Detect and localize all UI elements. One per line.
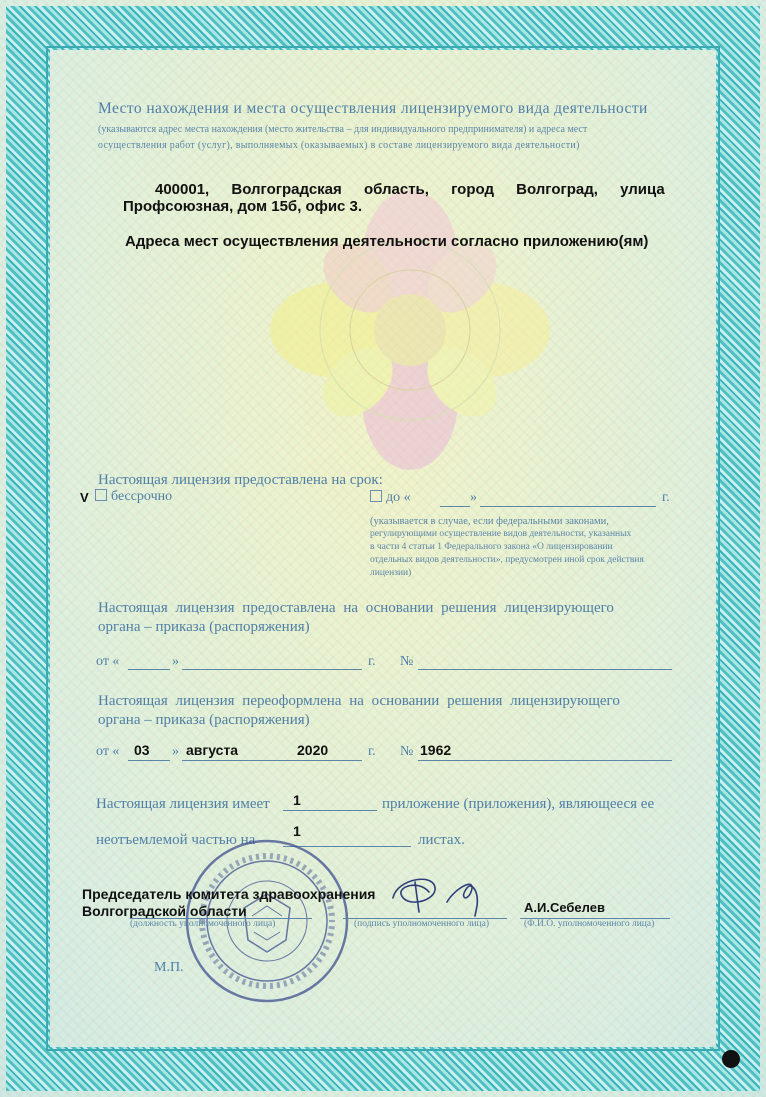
signer-name: А.И.Себелев	[524, 900, 605, 915]
reissued-month: августа	[186, 742, 239, 758]
appendices-prefix: Настоящая лицензия имеет	[96, 796, 270, 812]
until-day-line	[440, 506, 470, 507]
granted-line-2: органа – приказа (распоряжения)	[98, 619, 310, 635]
appendices-count: 1	[293, 792, 301, 808]
reissued-year-suffix: г.	[368, 744, 376, 759]
location-heading: Место нахождения и места осуществления лицензируемого вида деятельности	[98, 100, 648, 117]
granted-day-line	[128, 669, 170, 670]
until-year: г.	[662, 490, 670, 505]
address-line-2: Профсоюзная, дом 15б, офис 3.	[123, 198, 363, 215]
handwritten-signature	[385, 868, 495, 920]
reissued-date-line	[182, 760, 362, 761]
term-note-4: отдельных видов деятельности», предусмотрен иной срок действия	[370, 555, 644, 565]
reissued-from: от «	[96, 744, 120, 759]
granted-date-line	[182, 669, 362, 670]
appendix-note: Адреса мест осуществления деятельности согласно приложению(ям)	[125, 233, 649, 250]
position-caption: (должность уполномоченного лица)	[130, 919, 276, 929]
address-line-1: 400001, Волгоградская область, город Волгоград, улица	[155, 181, 665, 198]
reissued-year-value: 2020	[297, 742, 329, 758]
until-checkbox[interactable]	[370, 490, 382, 502]
reissued-day: 03	[134, 742, 150, 758]
indefinite-checkbox[interactable]	[95, 489, 107, 501]
signer-position-2: Волгоградской области	[82, 903, 247, 919]
term-note-3: в части 4 статьи 1 Федерального закона «О лицензировании	[370, 542, 613, 552]
term-checkmark: V	[80, 490, 89, 505]
reissued-line-2: органа – приказа (распоряжения)	[98, 712, 310, 728]
granted-line-1: Настоящая лицензия предоставлена на основании решения лицензирующего	[98, 600, 614, 616]
location-hint-2: осуществления работ (услуг), выполняемых (оказываемых) в составе лицензируемого вида деятельности)	[98, 140, 580, 151]
signer-position-1: Председатель комитета здравоохранения	[82, 886, 376, 902]
stamp-place-label: М.П.	[154, 960, 184, 975]
granted-number-sign: №	[400, 654, 414, 669]
appendices-sheets: 1	[293, 823, 301, 839]
reissued-quote: »	[172, 744, 179, 759]
punch-hole-mark	[722, 1050, 740, 1068]
granted-year: г.	[368, 654, 376, 669]
reissued-line-1: Настоящая лицензия переоформлена на основании решения лицензирующего	[98, 693, 620, 709]
granted-from: от «	[96, 654, 120, 669]
term-note-1: (указывается в случае, если федеральными законами,	[370, 516, 609, 527]
term-indefinite: бессрочно	[95, 489, 172, 505]
reissued-number: 1962	[420, 742, 452, 758]
granted-quote: »	[172, 654, 179, 669]
term-heading: Настоящая лицензия предоставлена на срок:	[98, 472, 383, 488]
appendices-count-line	[283, 810, 377, 811]
granted-number-line	[418, 669, 672, 670]
term-note-5: лицензии)	[370, 568, 412, 578]
reissued-number-line	[418, 760, 672, 761]
appendices-line2-prefix: неотъемлемой частью на	[96, 832, 256, 848]
signature-caption: (подпись уполномоченного лица)	[354, 919, 490, 929]
reissued-number-sign: №	[400, 744, 414, 759]
guilloche-rosette	[250, 170, 570, 490]
name-caption: (Ф.И.О. уполномоченного лица)	[524, 919, 655, 929]
appendices-suffix: приложение (приложения), являющееся ее	[382, 796, 655, 812]
until-quote: »	[470, 490, 477, 505]
location-hint-1: (указываются адрес места нахождения (место жительства – для индивидуального предпринимателя) и адреса мест	[98, 124, 588, 135]
appendices-line2-suffix: листах.	[418, 832, 465, 848]
until-date-line	[480, 506, 656, 507]
term-until: до «	[370, 490, 411, 506]
term-note-2: регулирующими осуществление видов деятельности, указанных	[370, 529, 632, 539]
reissued-day-line	[128, 760, 170, 761]
